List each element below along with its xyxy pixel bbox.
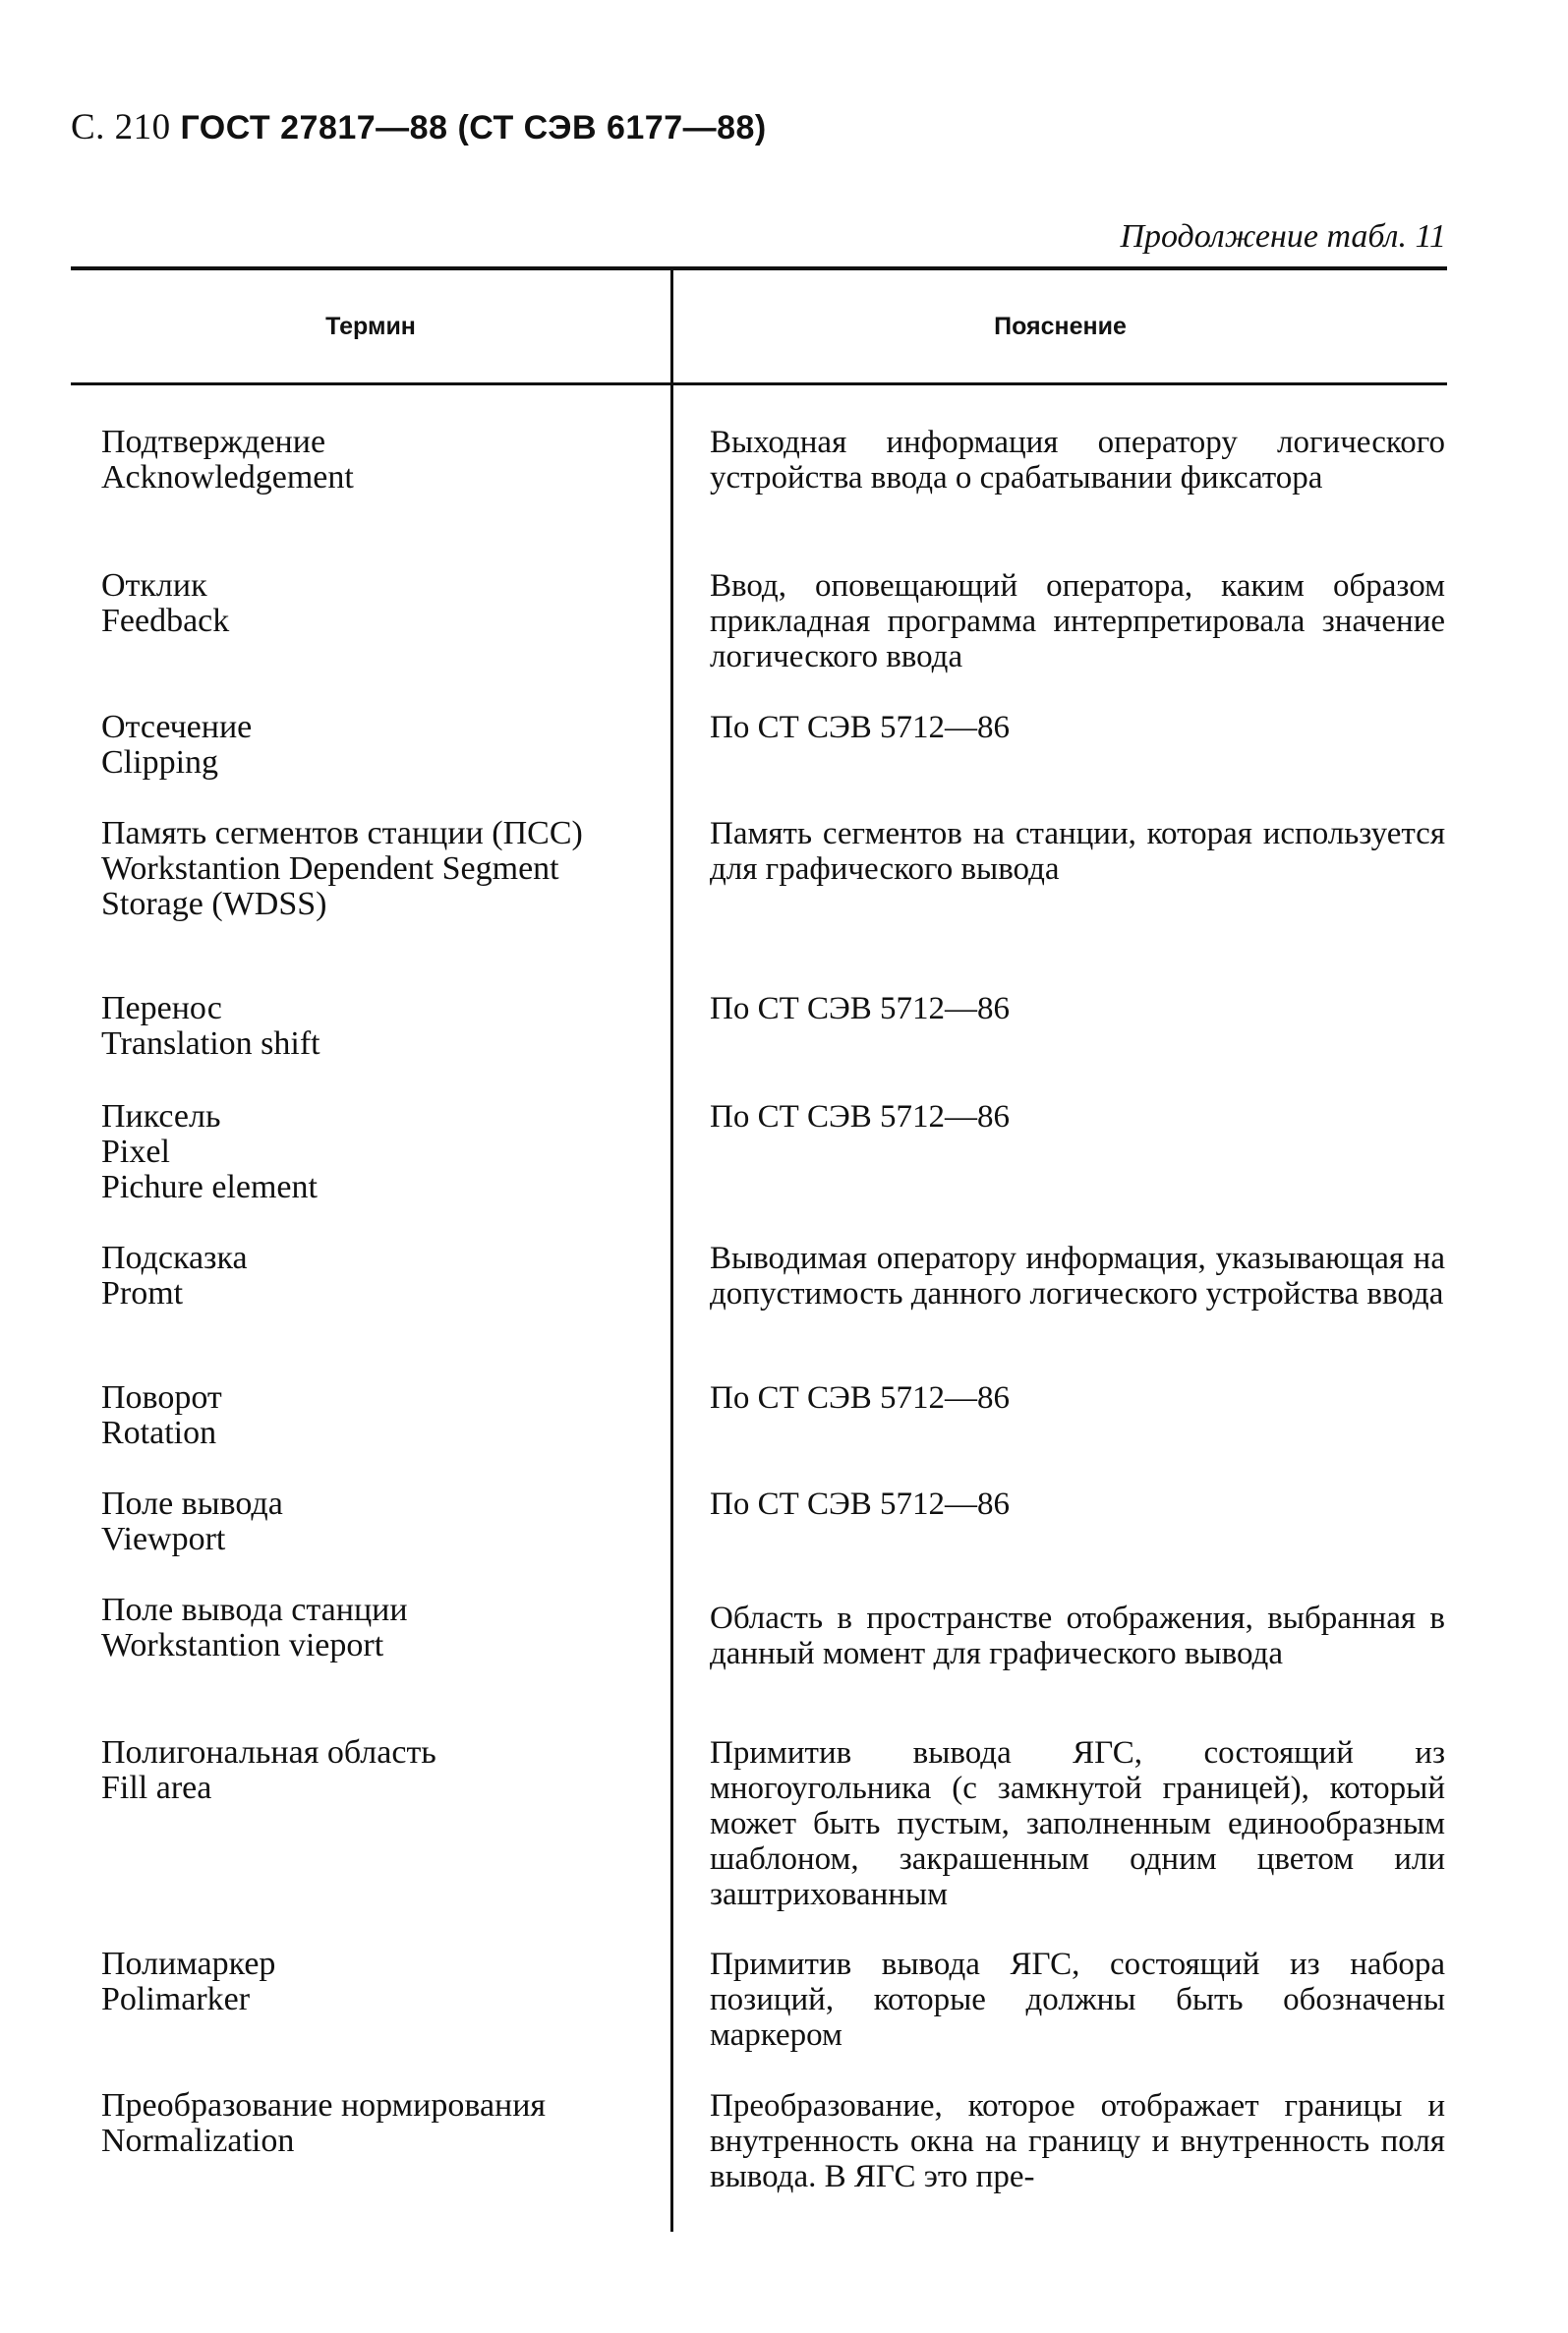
term-en: Clipping [101, 744, 219, 781]
term-en: Fill area [101, 1770, 212, 1806]
term-ru: Полигональная область [101, 1734, 436, 1771]
term-ru: Поле вывода [101, 1486, 283, 1522]
explanation-cell: Выводимая оператору информация, указывающая на допустимость данного логического устройства ввода [710, 1241, 1445, 1312]
term-cell [101, 2088, 647, 2159]
explanation-cell: По СТ СЭВ 5712—86 [710, 991, 1011, 1026]
term-en: Pixel [101, 1134, 170, 1170]
page-header [71, 106, 767, 148]
term-ru: Полимаркер [101, 1946, 276, 1982]
explanation-cell: Преобразование, которое отображает границы и внутренность окна на границу и внутренность поля вывода. В ЯГС это пре- [710, 2088, 1445, 2194]
term-en: Viewport [101, 1521, 226, 1557]
term-cell [101, 816, 647, 922]
term-en: Polimarker [101, 1981, 251, 2017]
page-number: С. 210 [71, 107, 171, 147]
explanation-cell: Ввод, оповещающий оператора, каким образом прикладная программа интерпретировала значение логического ввода [710, 568, 1445, 674]
explanation-cell: Память сегментов на станции, которая используется для графического вывода [710, 816, 1445, 887]
term-cell [101, 1487, 647, 1557]
term-en: Rotation [101, 1415, 217, 1451]
term-cell [101, 568, 647, 639]
term-cell [101, 710, 647, 781]
term-en-alt: Pichure element [101, 1169, 318, 1205]
term-cell [101, 1380, 647, 1451]
term-cell [101, 425, 647, 496]
term-cell [101, 991, 647, 1062]
term-ru: Отсечение [101, 709, 253, 745]
explanation-cell: По СТ СЭВ 5712—86 [710, 710, 1011, 745]
explanation-cell: Примитив вывода ЯГС, состоящий из многоугольника (с замкнутой границей), который может быть пустым, заполненным единообразным шаблоном, закрашенным одним цветом или заштрихованным [710, 1735, 1445, 1912]
term-cell [101, 1099, 647, 1205]
term-ru: Поворот [101, 1379, 222, 1416]
table-continuation-label: Продолжение табл. 11 [1120, 218, 1446, 255]
explanation-cell: Область в пространстве отображения, выбранная в данный момент для графического вывода [710, 1601, 1445, 1671]
explanation-cell: По СТ СЭВ 5712—86 [710, 1380, 1011, 1416]
column-header-explanation: Пояснение [994, 313, 1127, 340]
term-cell [101, 1593, 647, 1663]
explanation-cell: Примитив вывода ЯГС, состоящий из набора позиций, которые должны быть обозначены маркером [710, 1947, 1445, 2053]
term-cell [101, 1735, 647, 1806]
column-divider [670, 270, 673, 2232]
term-en: Acknowledgement [101, 459, 354, 496]
term-ru: Отклик [101, 567, 207, 604]
explanation-cell: По СТ СЭВ 5712—86 [710, 1099, 1011, 1135]
term-en: Workstantion vieport [101, 1627, 384, 1663]
explanation-cell: По СТ СЭВ 5712—86 [710, 1487, 1011, 1522]
table-header-rule [71, 382, 1447, 385]
term-ru: Память сегментов станции (ПСС) [101, 815, 583, 851]
term-ru: Пиксель [101, 1098, 221, 1135]
term-ru: Подтверждение [101, 424, 326, 460]
term-en: Promt [101, 1275, 184, 1312]
term-en: Translation shift [101, 1025, 320, 1062]
column-header-term: Термин [325, 313, 416, 340]
term-cell [101, 1241, 647, 1312]
explanation-cell: Выходная информация оператору логического устройства ввода о срабатывании фиксатора [710, 425, 1445, 496]
term-en: Feedback [101, 603, 230, 639]
term-ru: Подсказка [101, 1240, 248, 1276]
term-ru: Поле вывода станции [101, 1592, 408, 1628]
term-en: Normalization [101, 2123, 295, 2159]
term-en: Workstantion Dependent Segment Storage (WDSS) [101, 850, 568, 922]
term-ru: Перенос [101, 990, 222, 1026]
term-ru: Преобразование нормирования [101, 2087, 547, 2124]
table-top-rule [71, 266, 1447, 270]
term-cell [101, 1947, 647, 2017]
standard-designation: ГОСТ 27817—88 (СТ СЭВ 6177—88) [180, 109, 767, 146]
